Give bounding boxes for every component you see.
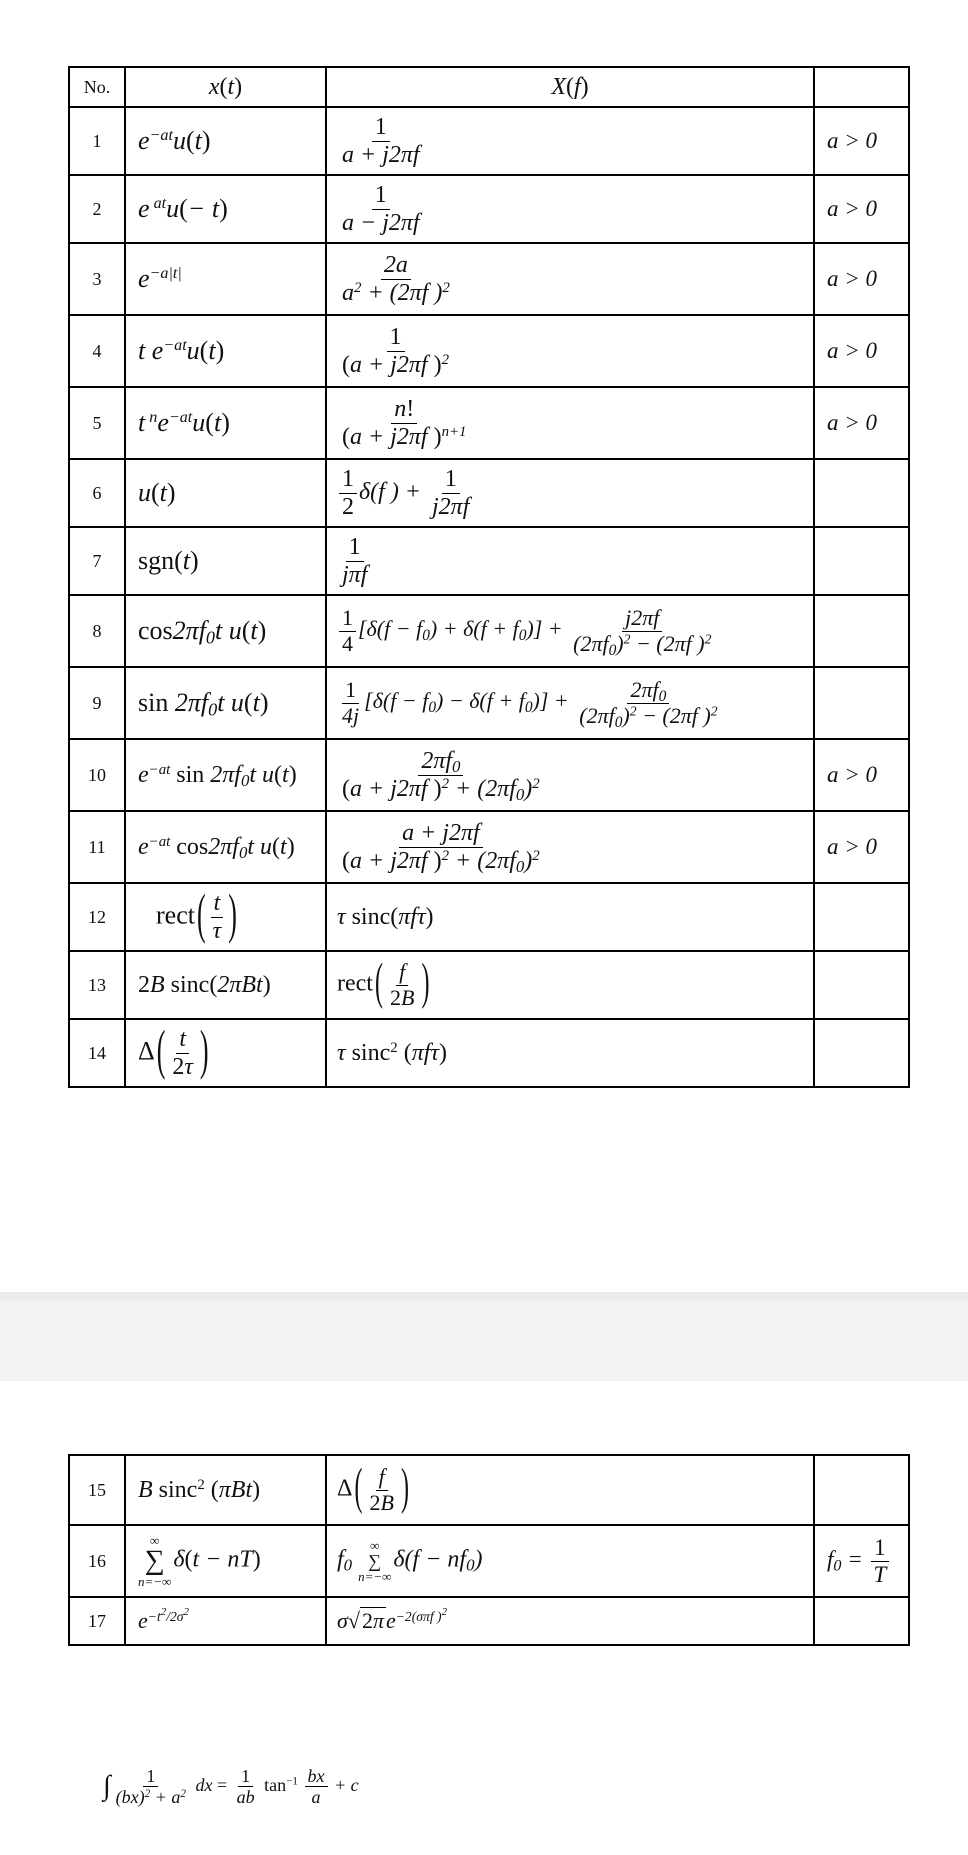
transform: τ sinc(πfτ) xyxy=(326,883,814,951)
fourier-transform-table xyxy=(68,66,910,1088)
row-number: 4 xyxy=(69,315,125,387)
condition xyxy=(814,459,909,527)
condition: a > 0 xyxy=(814,315,909,387)
condition: a > 0 xyxy=(814,175,909,243)
table-row xyxy=(69,667,909,739)
table-row xyxy=(69,811,909,883)
row-number: 3 xyxy=(69,243,125,315)
transform: $\sigma√2\pi e^{-2(\sigma\pi f )^2}$ xyxy=(326,1597,814,1645)
time-function: 2B sinc(2πBt) xyxy=(125,951,326,1019)
time-function: e $^{at}$u(− t) xyxy=(125,175,326,243)
table-row xyxy=(69,951,909,1019)
time-function: $\sin 2\pi f_0t$ u(t) xyxy=(125,667,326,739)
time-function: $e^{-a|t|}$ xyxy=(125,243,326,315)
header-no: No. xyxy=(69,67,125,107)
transform: $\frac{1}{4j}$ $[\delta(f - f_0) - \delta(f + f_0)]$ + $\frac{2\pi f_0}{(2\pi f_0)^2 - (2\pi f )^2}$ xyxy=(326,667,814,739)
condition: a > 0 xyxy=(814,243,909,315)
transform: rect( $\frac{f}{2B}$ ) xyxy=(326,951,814,1019)
condition xyxy=(814,1597,909,1645)
transform: $f_0$ ∞ ∑ n=−∞ $\delta(f - nf_0)$ xyxy=(326,1525,814,1597)
time-function: rect( $\frac{t}{\tau}$ ) xyxy=(125,883,326,951)
header-cond xyxy=(814,67,909,107)
condition: a > 0 xyxy=(814,107,909,175)
table-row xyxy=(69,1525,909,1597)
time-function: $e^{-at}$ $\cos 2\pi f_0t$ u(t) xyxy=(125,811,326,883)
row-number: 15 xyxy=(69,1455,125,1525)
time-function: u(t) xyxy=(125,459,326,527)
integral-formula: ∫ $\frac{1}{(bx)^2 + a^2}$ dx = $\frac{1}{ab}$ $\tan^{-1}$ $\frac{bx}{a}$ + c xyxy=(103,1766,359,1808)
page-gap xyxy=(0,1292,968,1381)
table-row xyxy=(69,459,909,527)
table-row xyxy=(69,315,909,387)
header-xt: x(t) xyxy=(125,67,326,107)
table-row xyxy=(69,1455,909,1525)
transform: $\frac{1}{2}$ δ(f ) + $\frac{1}{j2\pi f}$ xyxy=(326,459,814,527)
condition xyxy=(814,951,909,1019)
time-function: B sinc$^2$ (πBt) xyxy=(125,1455,326,1525)
row-number: 11 xyxy=(69,811,125,883)
row-number: 1 xyxy=(69,107,125,175)
condition xyxy=(814,1455,909,1525)
transform: $\frac{1}{a - j2\pi f}$ xyxy=(326,175,814,243)
table-row xyxy=(69,527,909,595)
condition: a > 0 xyxy=(814,811,909,883)
row-number: 6 xyxy=(69,459,125,527)
table-row xyxy=(69,387,909,459)
transform: $\frac{2\pi f_0}{(a + j2\pi f )^2 + (2\pi f_0)^2}$ xyxy=(326,739,814,811)
transform: $\frac{1}{4}$ $[\delta(f - f_0) + \delta(f + f_0)]$ + $\frac{j2\pi f}{(2\pi f_0)^2 - (2\pi f )^2}$ xyxy=(326,595,814,667)
condition xyxy=(814,595,909,667)
condition: a > 0 xyxy=(814,739,909,811)
row-number: 17 xyxy=(69,1597,125,1645)
row-number: 10 xyxy=(69,739,125,811)
transform: $\frac{n!}{(a + j2\pi f )^{n+1}}$ xyxy=(326,387,814,459)
table-row xyxy=(69,107,909,175)
table-header-row xyxy=(69,67,909,107)
transform: $\frac{2a}{a^2 + (2\pi f )^2}$ xyxy=(326,243,814,315)
transform: $\frac{1}{\text{jπf}}$ xyxy=(326,527,814,595)
time-function: $e^{-at}$ $\sin 2\pi f_0t$ u(t) xyxy=(125,739,326,811)
table-row xyxy=(69,1597,909,1645)
table-row xyxy=(69,243,909,315)
condition xyxy=(814,527,909,595)
table-row xyxy=(69,883,909,951)
transform: $\frac{1}{(a + j2\pi f )^2}$ xyxy=(326,315,814,387)
row-number: 5 xyxy=(69,387,125,459)
table-row xyxy=(69,739,909,811)
condition: $f_0$ = $\frac{1}{T}$ xyxy=(814,1525,909,1597)
row-number: 13 xyxy=(69,951,125,1019)
row-number: 9 xyxy=(69,667,125,739)
row-number: 16 xyxy=(69,1525,125,1597)
table-row xyxy=(69,175,909,243)
time-function: $e^{-t^2/2\sigma^2}$ xyxy=(125,1597,326,1645)
condition xyxy=(814,1019,909,1087)
fourier-transform-table-continued xyxy=(68,1454,910,1646)
transform: $\frac{a + j2\pi f}{(a + j2\pi f )^2 + (2\pi f_0)^2}$ xyxy=(326,811,814,883)
time-function: t $e^{-at}u(t)$ xyxy=(125,315,326,387)
header-xf: X(f) xyxy=(326,67,814,107)
row-number: 7 xyxy=(69,527,125,595)
transform: τ sinc$^2$ (πfτ) xyxy=(326,1019,814,1087)
condition: a > 0 xyxy=(814,387,909,459)
row-number: 8 xyxy=(69,595,125,667)
condition xyxy=(814,883,909,951)
table-row xyxy=(69,1019,909,1087)
table-row xyxy=(69,595,909,667)
condition xyxy=(814,667,909,739)
time-function: t $^ne^{-at}u(t)$ xyxy=(125,387,326,459)
time-function: ∞ ∑ n=−∞ δ(t − nT) xyxy=(125,1525,326,1597)
row-number: 12 xyxy=(69,883,125,951)
time-function: $\cos 2\pi f_0t$ u(t) xyxy=(125,595,326,667)
transform: Δ( $\frac{f}{2B}$ ) xyxy=(326,1455,814,1525)
transform: $\frac{1}{a + j2\pi f}$ xyxy=(326,107,814,175)
row-number: 14 xyxy=(69,1019,125,1087)
time-function: $e^{-at}u(t)$ xyxy=(125,107,326,175)
row-number: 2 xyxy=(69,175,125,243)
time-function: Δ( $\frac{t}{2\tau}$ ) xyxy=(125,1019,326,1087)
time-function: sgn(t) xyxy=(125,527,326,595)
